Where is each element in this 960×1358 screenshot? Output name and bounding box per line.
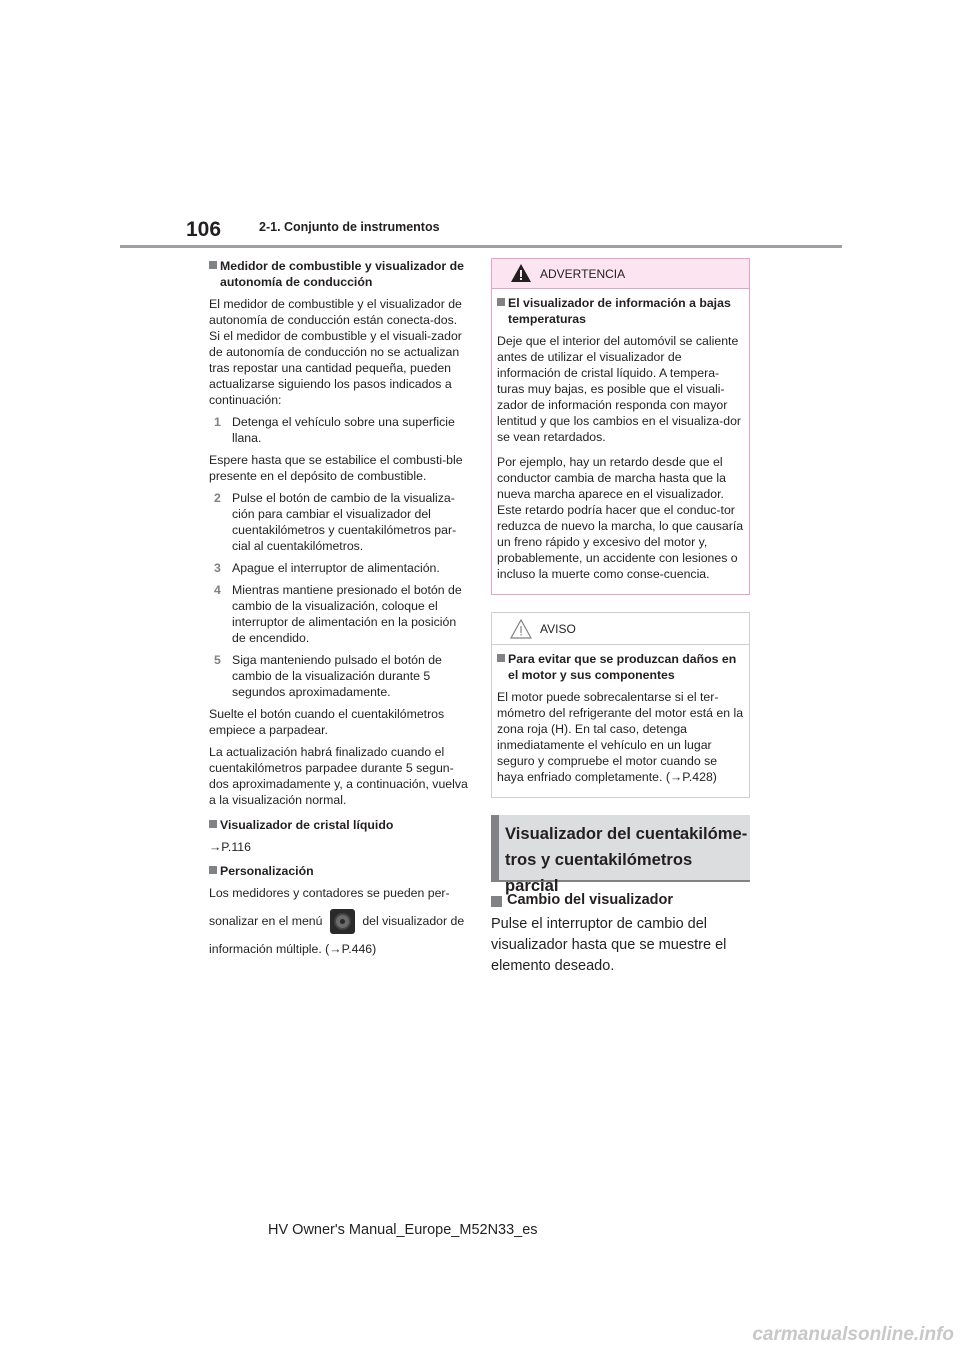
step-3 [209, 560, 471, 576]
after-step-1: Espere hasta que se estabilice el combusti-ble presente en el depósito de combustible. [209, 453, 463, 483]
warning-heading: El visualizador de información a bajas temperaturas [497, 295, 744, 327]
square-bullet-icon [497, 654, 505, 662]
warning-para-1: Deje que el interior del automóvil se caliente antes de utilizar el visualizador de información de cristal líquido. A tempera-turas muy bajas, es posible que el visuali-zador de información responda con mayor lentitud y que los cambios en el visualiza-dor se vean retardados. [497, 334, 742, 444]
notice-para: El motor puede sobrecalentarse si el ter-mómetro del refrigerante del motor está en la zona roja (H). En tal caso, detenga inmediatamente el vehículo en un lugar seguro y compruebe el motor cuando se haya enfriado completamente. (→P.428) [497, 690, 744, 784]
banner-line-1: Visualizador del cuentakilóme- [505, 824, 748, 843]
left-column [209, 258, 471, 957]
step-text: Apague el interruptor de alimentación. [232, 561, 440, 575]
notice-body [492, 645, 749, 797]
square-bullet-icon [209, 866, 217, 874]
step-number: 5 [214, 653, 221, 667]
square-bullet-icon [209, 820, 217, 828]
header-divider [120, 245, 842, 248]
square-bullet-icon [491, 896, 502, 907]
square-bullet-icon [209, 261, 217, 269]
display-change-para: Pulse el interruptor de cambio del visualizador hasta que se muestre el elemento deseado. [491, 916, 727, 974]
custom-line-1: Los medidores y contadores se pueden per- [209, 886, 450, 900]
step-1 [209, 414, 471, 446]
right-column [491, 258, 750, 977]
step-5 [209, 652, 471, 700]
display-change-heading: Cambio del visualizador [491, 892, 750, 908]
watermark-logo: carmanualsonline.info [752, 1324, 954, 1345]
warning-box [491, 258, 750, 595]
step-text: Pulse el botón de cambio de la visualiza-ción para cambiar el visualizador del cuentakilómetros y cuentakilómetros par-cial al cuentakilómetros. [232, 491, 457, 553]
step-number: 2 [214, 491, 221, 505]
fuel-heading: Medidor de combustible y visualizador de autonomía de conducción [209, 258, 471, 290]
step-number: 3 [214, 561, 221, 575]
banner-line-2: tros y cuentakilómetros parcial [505, 850, 693, 895]
lcd-heading: Visualizador de cristal líquido [209, 817, 471, 833]
fuel-intro: El medidor de combustible y el visualizador de autonomía de conducción están conecta-dos. Si el medidor de combustible y el visuali-zador de autonomía de conducción no se actualizan tras repostar una cantidad pequeña, pueden actualizarse siguiendo los pasos indicados a continuación: [209, 297, 462, 407]
step-text: Detenga el vehículo sobre una superficie llana. [232, 415, 455, 445]
custom-line-3: información múltiple. (→P.446) [209, 942, 377, 956]
page-footer: HV Owner's Manual_Europe_M52N33_es [268, 1222, 538, 1238]
warning-para-2: Por ejemplo, hay un retardo desde que el conductor cambia de marcha hasta que la nueva marcha aparece en el visualizador. Este retardo podría hacer que el conduc-tor reduzca de nuevo la marcha, lo que causaría un freno rápido y excesivo del motor y, probablemente, un accidente con lesiones o incluso la muerte como conse-cuencia. [497, 455, 744, 581]
square-bullet-icon [497, 298, 505, 306]
warning-triangle-outline-icon [510, 619, 532, 639]
page-header [120, 214, 842, 248]
warning-triangle-filled-icon [510, 263, 532, 283]
warning-title: ADVERTENCIA [540, 267, 626, 281]
custom-heading: Personalización [209, 863, 471, 879]
step-4 [209, 582, 471, 646]
notice-box [491, 612, 750, 798]
step-text: Mientras mantiene presionado el botón de cambio de la visualización, coloque el interruptor de alimentación en la posición de encendido. [232, 583, 462, 645]
lcd-page-ref[interactable]: →P.116 [209, 840, 251, 854]
section-title: 2-1. Conjunto de instrumentos [259, 220, 440, 234]
custom-line-2: sonalizar en el menú del visualizador de [209, 905, 471, 937]
notice-title-bar [492, 613, 749, 645]
section-banner [491, 815, 750, 895]
warning-body [492, 289, 749, 594]
notice-title: AVISO [540, 622, 576, 636]
step-number: 4 [214, 583, 221, 597]
after-step-5: Suelte el botón cuando el cuentakilómetros empiece a parpadear. [209, 707, 445, 737]
gear-menu-icon [330, 909, 355, 934]
page-number: 106 [186, 218, 222, 241]
notice-heading: Para evitar que se produzcan daños en el motor y sus componentes [497, 651, 744, 683]
update-done: La actualización habrá finalizado cuando el cuentakilómetros parpadee durante 5 segun-dos aproximadamente y, a continuación, vuelva a la visualización normal. [209, 745, 468, 807]
step-2 [209, 490, 471, 554]
warning-title-bar [492, 259, 749, 289]
step-number: 1 [214, 415, 221, 429]
step-text: Siga manteniendo pulsado el botón de cambio de la visualización durante 5 segundos aproximadamente. [232, 653, 442, 699]
